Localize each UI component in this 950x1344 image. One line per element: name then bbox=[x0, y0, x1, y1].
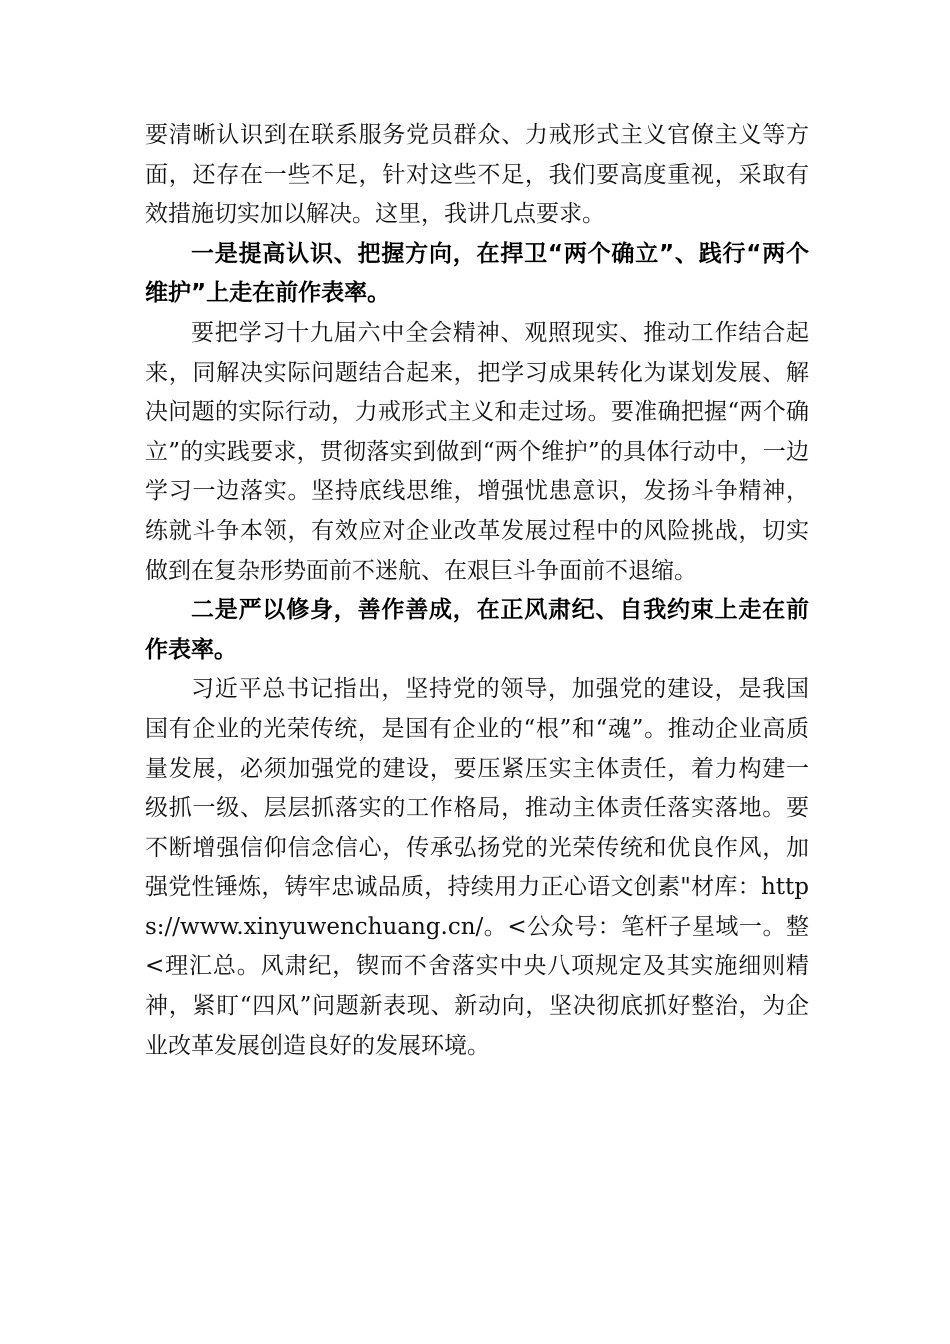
body-paragraph-intro: 要清晰认识到在联系服务党员群众、力戒形式主义官僚主义等方面，还存在一些不足，针对这些不足，我们要高度重视，采取有效措施切实加以解决。这里，我讲几点要求。 bbox=[145, 122, 809, 228]
body-paragraph-two: 习近平总书记指出，坚持党的领导，加强党的建设，是我国国有企业的光荣传统，是国有企业的“根”和“魂”。推动企业高质量发展，必须加强党的建设，要压紧压实主体责任，着力构建一级抓一级、层层抓落实的工作格局，推动主体责任落实落地。要不断增强信仰信念信心，传承弘扬党的光荣传统和优良作风，加强党性锤炼，铸牢忠诚品质，持续用力正心语文创素"材库：https://www.xinyuwenchuang.cn/。<公众号：笔杆子星域一。整<理汇总。风肃纪，锲而不舍落实中央八项规定及其实施细则精神，紧盯“四风”问题新表现、新动向，坚决彻底抓好整治，为企业改革发展创造良好的发展环境。 bbox=[145, 676, 809, 1059]
section-heading-one: 一是提高认识、把握方向，在捍卫“两个确立”、践行“两个维护”上走在前作表率。 bbox=[145, 240, 809, 307]
document-page bbox=[145, 116, 809, 1066]
body-paragraph-one: 要把学习十九届六中全会精神、观照现实、推动工作结合起来，同解决实际问题结合起来，把学习成果转化为谋划发展、解决问题的实际行动，力戒形式主义和走过场。要准确把握“两个确立”的实践要求，贯彻落实到做到“两个维护”的具体行动中，一边学习一边落实。坚持底线思维，增强忧患意识，发扬斗争精神，练就斗争本领，有效应对企业改革发展过程中的风险挑战，切实做到在复杂形势面前不迷航、在艰巨斗争面前不退缩。 bbox=[145, 319, 809, 584]
section-heading-two: 二是严以修身，善作善成，在正风肃纪、自我约束上走在前作表率。 bbox=[145, 597, 809, 663]
